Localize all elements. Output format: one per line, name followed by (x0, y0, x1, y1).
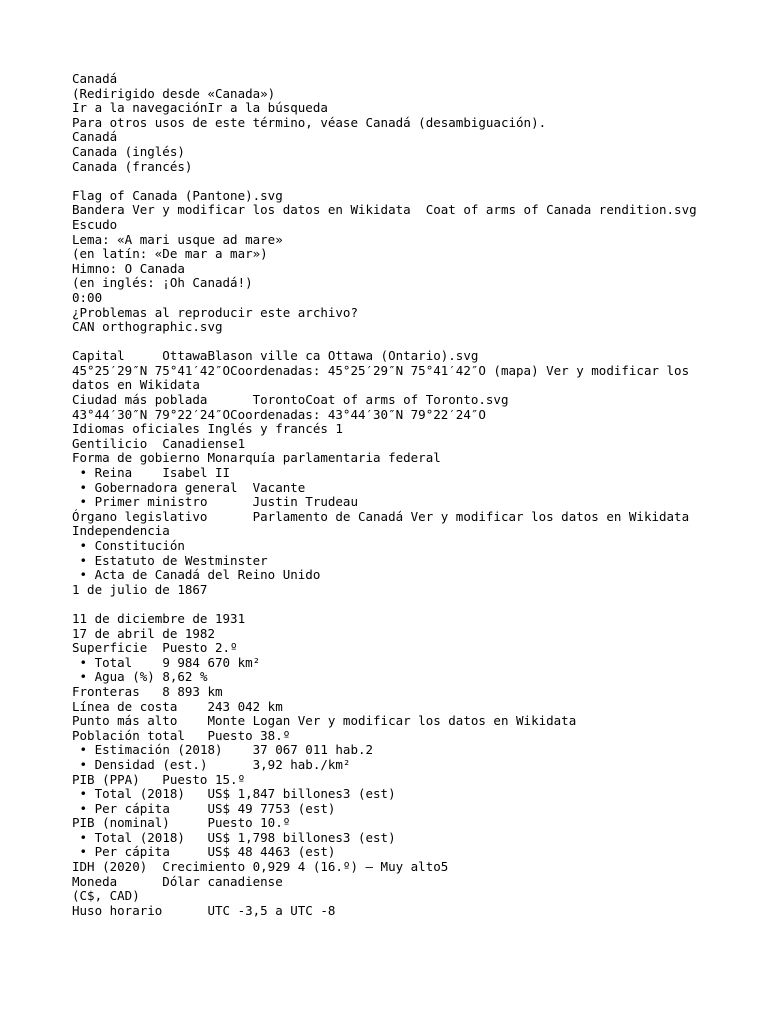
anthem: Himno: O Canada (72, 260, 185, 276)
audio-help: ¿Problemas al reproducir este archivo? (72, 304, 358, 320)
hdi-row: IDH (2020) Crecimiento 0,929 4 (16.º) – Muy alto5 (72, 859, 449, 875)
gdp-nominal-row: PIB (nominal) Puesto 10.º (72, 815, 291, 831)
area-water-row: • Agua (%) 8,62 % (72, 669, 208, 685)
westminster-item: • Estatuto de Westminster (72, 552, 268, 568)
independence-date-1: 1 de julio de 1867 (72, 581, 208, 597)
map-file: CAN orthographic.svg (72, 319, 223, 335)
infobox-name-french: Canada (francés) (72, 158, 193, 174)
shield-caption: Escudo (72, 216, 118, 232)
prime-minister-row: • Primer ministro Justin Trudeau (72, 494, 358, 510)
article-title: Canadá (72, 71, 118, 86)
gdp-ppp-row: PIB (PPA) Puesto 15.º (72, 771, 246, 787)
government-row: Forma de gobierno Monarquía parlamentaria federal (72, 450, 441, 466)
independence-date-2: 11 de diciembre de 1931 (72, 610, 246, 626)
queen-row: • Reina Isabel II (72, 465, 231, 481)
redirect-note: (Redirigido desde «Canada») (72, 85, 276, 101)
spacer (72, 174, 712, 189)
canada-act-item: • Acta de Canadá del Reino Unido (72, 567, 321, 583)
flag-coat-of-arms-row: Bandera Ver y modificar los datos en Wikidata Coat of arms of Canada rendition.svg (72, 202, 697, 218)
gdp-ppp-per-capita-row: • Per cápita US$ 49 7753 (est) (72, 800, 336, 816)
official-languages-row: Idiomas oficiales Inglés y francés 1 (72, 421, 343, 437)
gdp-nominal-total-row: • Total (2018) US$ 1,798 billones3 (est) (72, 829, 396, 845)
borders-row: Fronteras 8 893 km (72, 683, 223, 699)
population-estimate-row: • Estimación (2018) 37 067 011 hab.2 (72, 742, 374, 758)
motto: Lema: «A mari usque ad mare» (72, 231, 283, 247)
audio-time: 0:00 (72, 289, 103, 305)
spacer (72, 597, 712, 612)
independence-date-3: 17 de abril de 1982 (72, 625, 215, 641)
largest-city-coordinates: 43°44′30″N 79°22′24″OCoordenadas: 43°44′30″N 79°22′24″O (72, 406, 486, 422)
highest-point-row: Punto más alto Monte Logan Ver y modificar los datos en Wikidata (72, 713, 577, 729)
legislature-row: Órgano legislativo Parlamento de Canadá Ver y modificar los datos en Wikidata (72, 508, 690, 524)
largest-city-row: Ciudad más poblada TorontoCoat of arms of Toronto.svg (72, 392, 509, 408)
flag-file: Flag of Canada (Pantone).svg (72, 187, 283, 203)
currency-row: Moneda Dólar canadiense (72, 873, 283, 889)
capital-coordinates: 45°25′29″N 75°41′42″OCoordenadas: 45°25′29″N 75°41′42″O (mapa) Ver y modificar los datos en Wikidata (72, 362, 697, 393)
constitution-item: • Constitución (72, 538, 185, 553)
population-density-row: • Densidad (est.) 3,92 hab./km² (72, 756, 351, 772)
spacer (72, 335, 712, 350)
document-page (72, 72, 712, 918)
governor-general-row: • Gobernadora general Vacante (72, 479, 306, 495)
capital-row: Capital OttawaBlason ville ca Ottawa (Ontario).svg (72, 348, 479, 364)
currency-code-row: (C$, CAD) (72, 888, 140, 904)
infobox-name: Canadá (72, 129, 118, 145)
motto-translation: (en latín: «De mar a mar») (72, 246, 268, 262)
area-row: Superficie Puesto 2.º (72, 640, 238, 656)
gdp-nominal-per-capita-row: • Per cápita US$ 48 4463 (est) (72, 844, 336, 860)
skip-links: Ir a la navegaciónIr a la búsqueda (72, 100, 328, 116)
demonym-row: Gentilicio Canadiense1 (72, 435, 246, 451)
area-total-row: • Total 9 984 670 km² (72, 654, 261, 670)
anthem-translation: (en inglés: ¡Oh Canadá!) (72, 275, 253, 291)
gdp-ppp-total-row: • Total (2018) US$ 1,847 billones3 (est) (72, 786, 396, 802)
infobox-name-english: Canada (inglés) (72, 143, 185, 159)
population-row: Población total Puesto 38.º (72, 727, 291, 743)
independence-heading: Independencia (72, 523, 170, 539)
disambiguation-note: Para otros usos de este término, véase Canadá (desambiguación). (72, 114, 547, 130)
time-zone-row: Huso horario UTC -3,5 a UTC -8 (72, 902, 336, 918)
coastline-row: Línea de costa 243 042 km (72, 698, 283, 714)
